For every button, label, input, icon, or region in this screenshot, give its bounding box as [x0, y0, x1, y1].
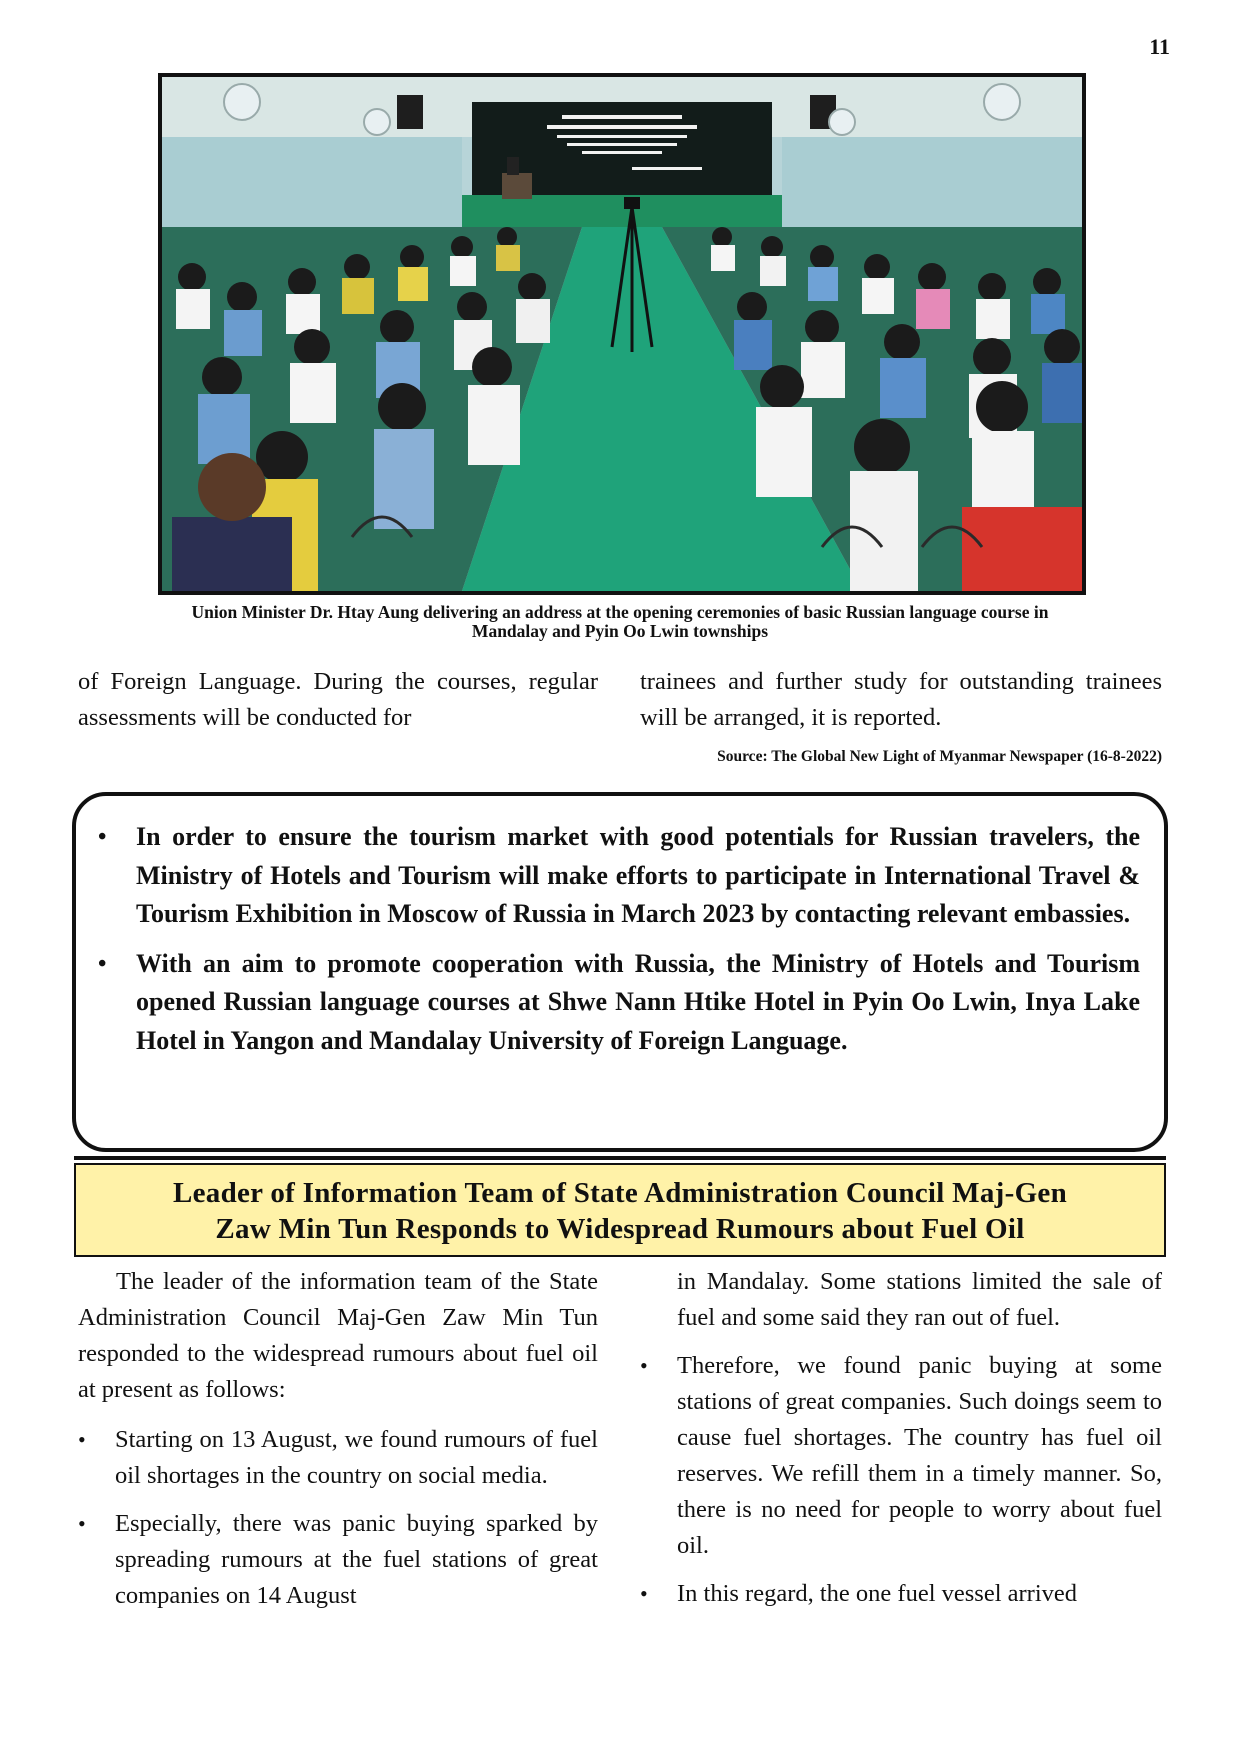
- prev-article-left-text: of Foreign Language. During the courses, regular assessments will be conducted for: [78, 668, 598, 731]
- photo-caption: [90, 603, 1150, 641]
- page-number: 11: [1149, 34, 1170, 59]
- headline-line-1: Leader of Information Team of State Administration Council Maj-Gen: [172, 1177, 1068, 1209]
- event-photo: [158, 73, 1086, 595]
- headline-line-2: Zaw Min Tun Responds to Widespread Rumours about Fuel Oil: [215, 1213, 1025, 1245]
- article-left-column: [78, 1264, 598, 1626]
- article-bullet: • Starting on 13 August, we found rumours of fuel oil shortages in the country on social media.: [78, 1422, 598, 1494]
- highlight-box: [72, 792, 1168, 1152]
- prev-article-right-text: trainees and further study for outstanding trainees will be arranged, it is reported.: [640, 668, 1162, 731]
- article-right-list: [640, 1348, 1162, 1612]
- highlight-item: • In order to ensure the tourism market with good potentials for Russian travelers, the Ministry of Hotels and Tourism will make efforts to participate in International Travel & Tourism Exhibition in Moscow of Russia in March 2023 by contacting relevant embassies.: [136, 818, 1140, 934]
- article-bullet: • In this regard, the one fuel vessel arrived: [640, 1576, 1162, 1612]
- article-left-list: [78, 1422, 598, 1614]
- caption-line-1: Union Minister Dr. Htay Aung delivering an address at the opening ceremonies of basic Russian language course in: [191, 602, 1049, 622]
- prev-article-right-column: [640, 664, 1162, 736]
- prev-article-left-column: [78, 664, 598, 736]
- article-continuation: in Mandalay. Some stations limited the sale of fuel and some said they ran out of fuel.: [677, 1268, 1162, 1331]
- caption-line-2: Mandalay and Pyin Oo Lwin townships: [471, 621, 769, 641]
- article-headline: [74, 1163, 1166, 1257]
- highlight-list: [136, 818, 1140, 1060]
- section-divider: [74, 1156, 1166, 1160]
- article-bullet: • Therefore, we found panic buying at some stations of great companies. Such doings seem to cause fuel shortages. The country has fuel oil reserves. We refill them in a timely manner. So, there is no need for people to worry about fuel oil.: [640, 1348, 1162, 1564]
- article-right-column: [640, 1264, 1162, 1624]
- article-intro: The leader of the information team of the State Administration Council Maj-Gen Zaw Min Tun responded to the widespread rumours about fuel oil at present as follows:: [78, 1268, 598, 1403]
- article-bullet: • Especially, there was panic buying sparked by spreading rumours at the fuel stations of great companies on 14 August: [78, 1506, 598, 1614]
- source-note: Source: The Global New Light of Myanmar Newspaper (16-8-2022): [717, 748, 1162, 765]
- highlight-item: • With an aim to promote cooperation with Russia, the Ministry of Hotels and Tourism opened Russian language courses at Shwe Nann Htike Hotel in Pyin Oo Lwin, Inya Lake Hotel in Yangon and Mandalay University of Foreign Language.: [136, 945, 1140, 1061]
